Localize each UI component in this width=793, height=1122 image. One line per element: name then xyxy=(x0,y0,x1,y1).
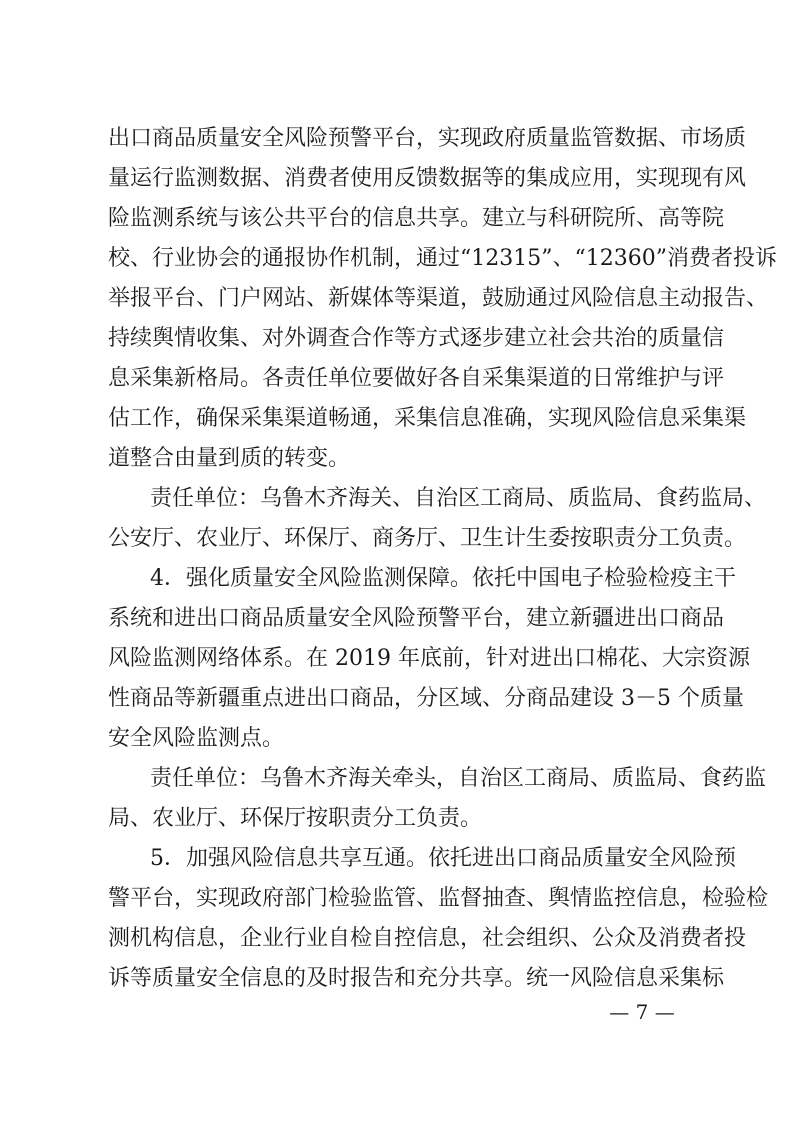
text-line: 责任单位：乌鲁木齐海关、自治区工商局、质监局、食药监局、 xyxy=(150,486,767,511)
text-line: 出口商品质量安全风险预警平台，实现政府质量监管数据、市场质 xyxy=(108,126,747,151)
text-line: 责任单位：乌鲁木齐海关牵头，自治区工商局、质监局、食药监 xyxy=(150,766,767,791)
text-line: 局、农业厅、环保厅按职责分工负责。 xyxy=(108,806,483,831)
text-line: 诉等质量安全信息的及时报告和充分共享。统一风险信息采集标 xyxy=(108,966,725,991)
text-line: 道整合由量到质的转变。 xyxy=(108,446,351,471)
text-line: 息采集新格局。各责任单位要做好各自采集渠道的日常维护与评 xyxy=(108,366,725,391)
text-line: 安全风险监测点。 xyxy=(108,726,285,751)
page-number: — 7 — xyxy=(609,1000,675,1024)
section-heading-line: 4．强化质量安全风险监测保障。依托中国电子检验检疫主干 xyxy=(150,566,736,591)
text-line: 测机构信息，企业行业自检自控信息，社会组织、公众及消费者投 xyxy=(108,926,747,951)
text-line: 警平台，实现政府部门检验监管、监督抽查、舆情监控信息，检验检 xyxy=(108,886,769,911)
text-line: 举报平台、门户网站、新媒体等渠道，鼓励通过风险信息主动报告、 xyxy=(108,286,769,311)
text-line: 估工作，确保采集渠道畅通，采集信息准确，实现风险信息采集渠 xyxy=(108,406,747,431)
text-line: 险监测系统与该公共平台的信息共享。建立与科研院所、高等院 xyxy=(108,206,725,231)
text-line: 公安厅、农业厅、环保厅、商务厅、卫生计生委按职责分工负责。 xyxy=(108,526,747,551)
text-line: 风险监测网络体系。在 2019 年底前，针对进出口棉花、大宗资源 xyxy=(108,646,750,671)
text-line: 持续舆情收集、对外调查合作等方式逐步建立社会共治的质量信 xyxy=(108,326,725,351)
section-heading-line: 5．加强风险信息共享互通。依托进出口商品质量安全风险预 xyxy=(150,846,736,871)
text-line: 性商品等新疆重点进出口商品，分区域、分商品建设 3－5 个质量 xyxy=(108,686,744,711)
text-line: 系统和进出口商品质量安全风险预警平台，建立新疆进出口商品 xyxy=(108,606,725,631)
text-line: 量运行监测数据、消费者使用反馈数据等的集成应用，实现现有风 xyxy=(108,166,747,191)
text-line: 校、行业协会的通报协作机制，通过“12315”、“12360”消费者投诉 xyxy=(108,246,777,271)
